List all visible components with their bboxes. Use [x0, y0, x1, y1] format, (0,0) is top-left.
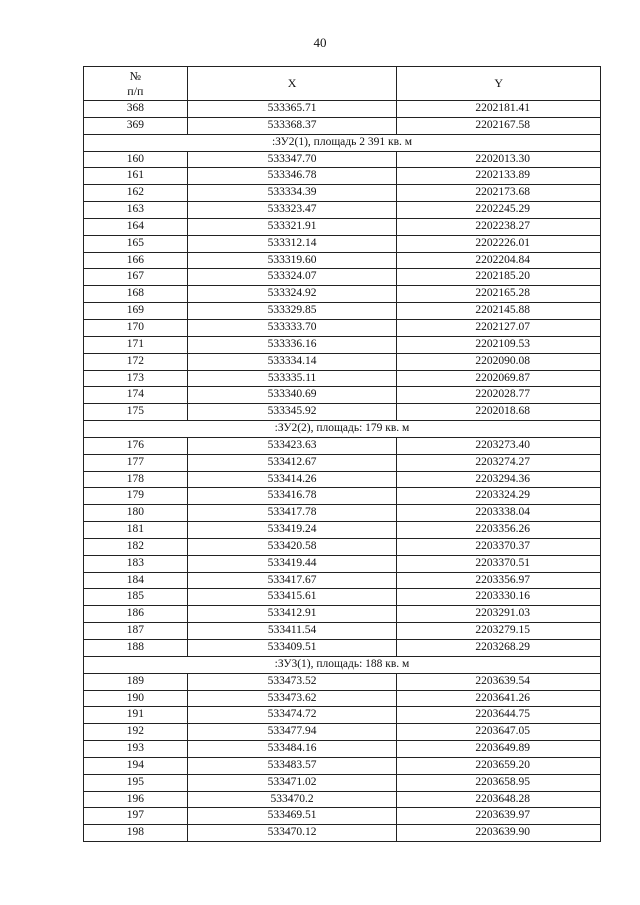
coord-x: 533324.07: [187, 269, 397, 286]
table-row: [84, 168, 601, 185]
coord-x: 533334.39: [187, 185, 397, 202]
coord-x: 533473.62: [187, 690, 397, 707]
coord-y: 2203370.51: [397, 555, 601, 572]
coord-y: 2203641.26: [397, 690, 601, 707]
point-number: 173: [84, 370, 188, 387]
table-row: [84, 555, 601, 572]
coord-y: 2203658.95: [397, 774, 601, 791]
coord-y: 2203356.97: [397, 572, 601, 589]
coord-y: 2202109.53: [397, 336, 601, 353]
coord-x: 533412.67: [187, 454, 397, 471]
point-number: 181: [84, 522, 188, 539]
header-y: Y: [397, 67, 601, 101]
table-row: [84, 741, 601, 758]
coord-x: 533419.44: [187, 555, 397, 572]
coord-y: 2203279.15: [397, 623, 601, 640]
coord-x: 533412.91: [187, 606, 397, 623]
table-row: [84, 522, 601, 539]
coord-y: 2203370.37: [397, 538, 601, 555]
point-number: 165: [84, 235, 188, 252]
point-number: 167: [84, 269, 188, 286]
table-row: [84, 151, 601, 168]
table-row: [84, 336, 601, 353]
point-number: 369: [84, 117, 188, 134]
table-row: [84, 707, 601, 724]
coord-x: 533477.94: [187, 724, 397, 741]
coord-y: 2202145.88: [397, 303, 601, 320]
coord-x: 533420.58: [187, 538, 397, 555]
coord-y: 2203338.04: [397, 505, 601, 522]
coord-y: 2203291.03: [397, 606, 601, 623]
coord-y: 2202090.08: [397, 353, 601, 370]
point-number: 160: [84, 151, 188, 168]
coord-y: 2202173.68: [397, 185, 601, 202]
point-number: 172: [84, 353, 188, 370]
table-row: [84, 454, 601, 471]
coord-y: 2203294.36: [397, 471, 601, 488]
table-row: [84, 640, 601, 657]
coord-y: 2203356.26: [397, 522, 601, 539]
point-number: 188: [84, 640, 188, 657]
coord-x: 533334.14: [187, 353, 397, 370]
point-number: 189: [84, 673, 188, 690]
section-header-row: [84, 421, 601, 438]
point-number: 179: [84, 488, 188, 505]
table-row: [84, 724, 601, 741]
coord-x: 533365.71: [187, 101, 397, 118]
coord-x: 533411.54: [187, 623, 397, 640]
coord-x: 533368.37: [187, 117, 397, 134]
table-row: [84, 269, 601, 286]
point-number: 190: [84, 690, 188, 707]
point-number: 195: [84, 774, 188, 791]
point-number: 182: [84, 538, 188, 555]
coord-x: 533417.78: [187, 505, 397, 522]
table-row: [84, 673, 601, 690]
table-row: [84, 218, 601, 235]
table-row: [84, 252, 601, 269]
table-body: [84, 101, 601, 842]
point-number: 192: [84, 724, 188, 741]
table-row: [84, 791, 601, 808]
coord-y: 2202013.30: [397, 151, 601, 168]
table-row: [84, 757, 601, 774]
coord-y: 2203649.89: [397, 741, 601, 758]
table-row: [84, 353, 601, 370]
table-row: [84, 286, 601, 303]
coord-x: 533336.16: [187, 336, 397, 353]
coord-x: 533416.78: [187, 488, 397, 505]
table-row: [84, 505, 601, 522]
point-number: 186: [84, 606, 188, 623]
coord-x: 533423.63: [187, 437, 397, 454]
coord-y: 2203659.20: [397, 757, 601, 774]
table-row: [84, 538, 601, 555]
point-number: 169: [84, 303, 188, 320]
point-number: 196: [84, 791, 188, 808]
point-number: 198: [84, 825, 188, 842]
point-number: 183: [84, 555, 188, 572]
coord-x: 533312.14: [187, 235, 397, 252]
coord-y: 2202185.20: [397, 269, 601, 286]
coord-y: 2202018.68: [397, 404, 601, 421]
coord-y: 2202204.84: [397, 252, 601, 269]
section-header-row: [84, 134, 601, 151]
section-title: :ЗУ2(2), площадь: 179 кв. м: [84, 421, 601, 438]
coordinates-table: [83, 66, 601, 842]
coord-y: 2202245.29: [397, 202, 601, 219]
coord-y: 2202226.01: [397, 235, 601, 252]
point-number: 187: [84, 623, 188, 640]
point-number: 166: [84, 252, 188, 269]
coord-x: 533329.85: [187, 303, 397, 320]
coord-x: 533474.72: [187, 707, 397, 724]
coord-y: 2202069.87: [397, 370, 601, 387]
point-number: 176: [84, 437, 188, 454]
coord-x: 533414.26: [187, 471, 397, 488]
header-x: X: [187, 67, 397, 101]
coord-x: 533409.51: [187, 640, 397, 657]
coord-x: 533484.16: [187, 741, 397, 758]
coord-x: 533419.24: [187, 522, 397, 539]
coord-y: 2203639.97: [397, 808, 601, 825]
point-number: 175: [84, 404, 188, 421]
coord-y: 2203324.29: [397, 488, 601, 505]
coord-x: 533333.70: [187, 319, 397, 336]
point-number: 368: [84, 101, 188, 118]
point-number: 161: [84, 168, 188, 185]
coord-x: 533323.47: [187, 202, 397, 219]
coord-x: 533324.92: [187, 286, 397, 303]
table-row: [84, 117, 601, 134]
table-row: [84, 690, 601, 707]
coord-x: 533470.12: [187, 825, 397, 842]
coord-y: 2203648.28: [397, 791, 601, 808]
coord-y: 2203639.54: [397, 673, 601, 690]
point-number: 163: [84, 202, 188, 219]
point-number: 168: [84, 286, 188, 303]
coord-x: 533340.69: [187, 387, 397, 404]
table-row: [84, 202, 601, 219]
table-row: [84, 572, 601, 589]
point-number: 180: [84, 505, 188, 522]
point-number: 178: [84, 471, 188, 488]
coord-y: 2203274.27: [397, 454, 601, 471]
table-row: [84, 101, 601, 118]
coord-x: 533335.11: [187, 370, 397, 387]
coord-y: 2202133.89: [397, 168, 601, 185]
section-title: :ЗУ2(1), площадь 2 391 кв. м: [84, 134, 601, 151]
table-row: [84, 606, 601, 623]
coord-x: 533470.2: [187, 791, 397, 808]
header-num: № п/п: [84, 67, 188, 101]
point-number: 174: [84, 387, 188, 404]
table-row: [84, 825, 601, 842]
point-number: 184: [84, 572, 188, 589]
page-number: 40: [313, 35, 327, 50]
table-header-row: [84, 67, 601, 101]
table-row: [84, 319, 601, 336]
coord-x: 533319.60: [187, 252, 397, 269]
coord-y: 2202167.58: [397, 117, 601, 134]
coord-x: 533471.02: [187, 774, 397, 791]
coord-y: 2202238.27: [397, 218, 601, 235]
coord-y: 2203273.40: [397, 437, 601, 454]
point-number: 177: [84, 454, 188, 471]
coord-x: 533417.67: [187, 572, 397, 589]
point-number: 193: [84, 741, 188, 758]
coord-x: 533347.70: [187, 151, 397, 168]
point-number: 171: [84, 336, 188, 353]
point-number: 162: [84, 185, 188, 202]
coord-y: 2202181.41: [397, 101, 601, 118]
table-row: [84, 623, 601, 640]
coord-x: 533483.57: [187, 757, 397, 774]
table-row: [84, 404, 601, 421]
coord-y: 2203644.75: [397, 707, 601, 724]
coord-y: 2202028.77: [397, 387, 601, 404]
point-number: 191: [84, 707, 188, 724]
coord-x: 533415.61: [187, 589, 397, 606]
coord-x: 533469.51: [187, 808, 397, 825]
coord-y: 2203330.16: [397, 589, 601, 606]
coord-x: 533346.78: [187, 168, 397, 185]
table-row: [84, 774, 601, 791]
table-row: [84, 235, 601, 252]
coord-y: 2203647.05: [397, 724, 601, 741]
table-row: [84, 387, 601, 404]
point-number: 170: [84, 319, 188, 336]
point-number: 197: [84, 808, 188, 825]
coord-y: 2203639.90: [397, 825, 601, 842]
table-row: [84, 303, 601, 320]
table-row: [84, 437, 601, 454]
table-row: [84, 471, 601, 488]
coord-x: 533473.52: [187, 673, 397, 690]
point-number: 185: [84, 589, 188, 606]
coord-y: 2203268.29: [397, 640, 601, 657]
table-row: [84, 185, 601, 202]
section-header-row: [84, 656, 601, 673]
table-row: [84, 370, 601, 387]
section-title: :ЗУ3(1), площадь: 188 кв. м: [84, 656, 601, 673]
table-row: [84, 589, 601, 606]
point-number: 164: [84, 218, 188, 235]
coord-x: 533321.91: [187, 218, 397, 235]
table-row: [84, 488, 601, 505]
coord-y: 2202165.28: [397, 286, 601, 303]
point-number: 194: [84, 757, 188, 774]
coord-x: 533345.92: [187, 404, 397, 421]
coord-y: 2202127.07: [397, 319, 601, 336]
table-row: [84, 808, 601, 825]
